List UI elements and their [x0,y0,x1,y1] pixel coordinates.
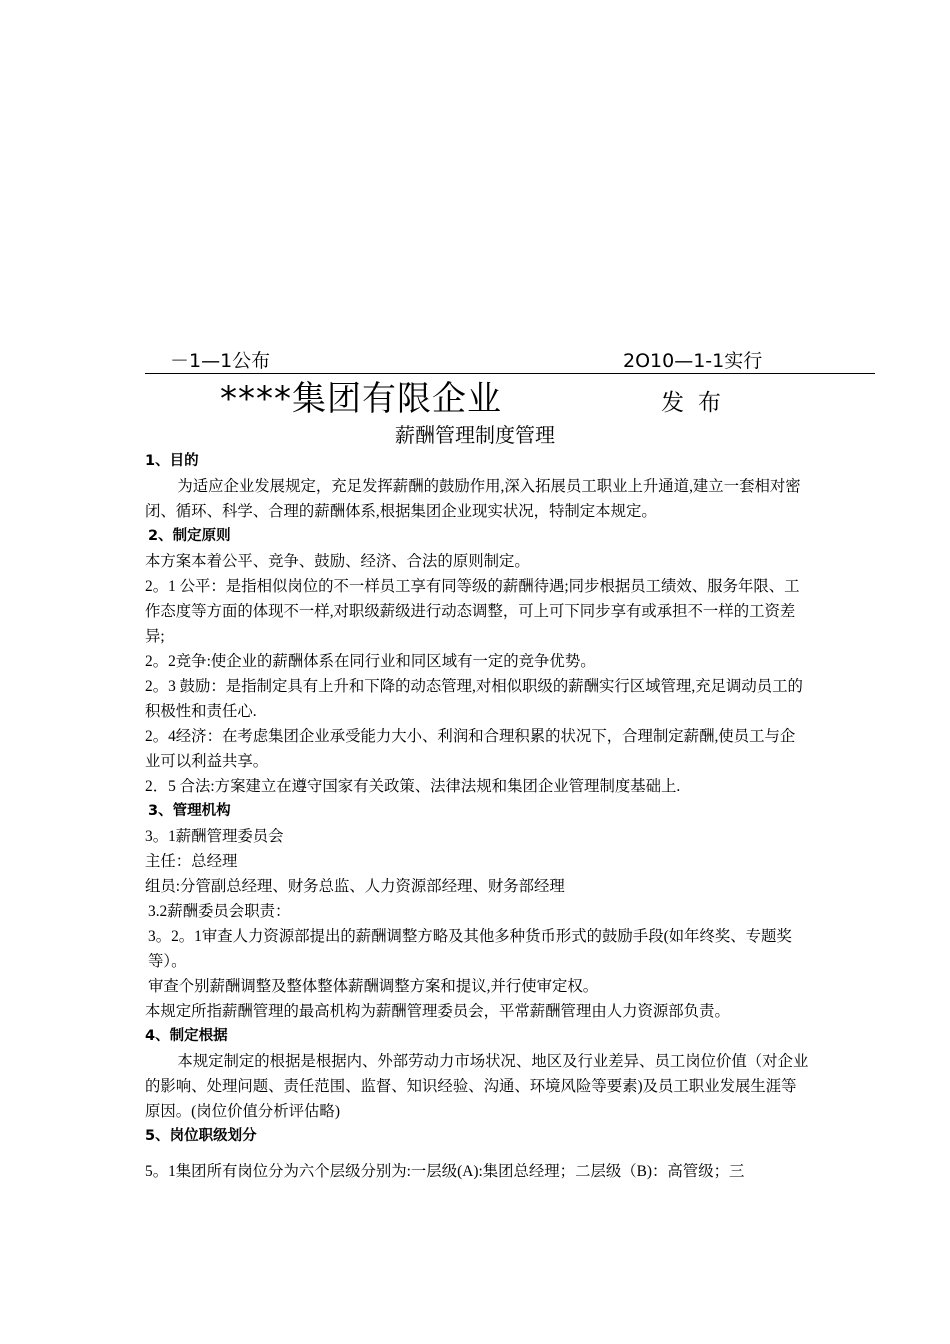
effective-date: 2O10—1-1实行 [623,350,763,372]
paragraph: 组员:分管副总经理、财务总监、人力资源部经理、财务部经理 [145,878,565,895]
paragraph: 2．5 合法:方案建立在遵守国家有关政策、法律法规和集团企业管理制度基础上. [145,778,681,795]
paragraph: 5。1集团所有岗位分为六个层级分别为:一层级(A):集团总经理；二层级（B)：高管级；三 [145,1163,745,1180]
paragraph: 为适应企业发展规定，充足发挥薪酬的鼓励作用,深入拓展员工职业上升通道,建立一套相对密闭、循环、科学、合理的薪酬体系,根据集团企业现实状况，特制定本规定。 [145,478,801,520]
publish-label: 发布 [661,390,735,416]
header-divider [145,373,875,374]
company-name: ****集团有限企业 [220,379,502,419]
paragraph: 审查个别薪酬调整及整体整体薪酬调整方案和提议,并行使审定权。 [148,978,599,995]
paragraph: 本规定制定的根据是根据内、外部劳动力市场状况、地区及行业差异、员工岗位价值（对企业的影响、处理问题、责任范围、监督、知识经验、沟通、环境风险等要素)及员工职业发展生涯等原因。(岗位价值分析评估略) [145,1053,809,1120]
section-heading-purpose: 1、目的 [145,453,199,469]
section-heading-management: 3、管理机构 [148,803,231,819]
paragraph: 3。2。1审查人力资源部提出的薪酬调整方略及其他多种货币形式的鼓励手段(如年终奖、专题奖等）。 [148,928,792,970]
document-title: 薪酬管理制度管理 [395,423,555,447]
section-heading-grades: 5、岗位职级划分 [145,1128,257,1144]
section-heading-principles: 2、制定原则 [148,528,231,544]
publish-header [145,350,875,372]
paragraph: 本方案本着公平、竞争、鼓励、经济、合法的原则制定。 [145,553,530,570]
section-heading-basis: 4、制定根据 [145,1028,228,1044]
company-row [145,378,875,422]
paragraph: 主任：总经理 [145,853,238,870]
paragraph: 2。2竞争:使企业的薪酬体系在同行业和同区域有一定的竞争优势。 [145,653,596,670]
paragraph: 3.2薪酬委员会职责： [148,903,291,920]
spacer [145,1149,810,1159]
paragraph: 2。1 公平：是指相似岗位的不一样员工享有同等级的薪酬待遇;同步根据员工绩效、服务年限、工作态度等方面的体现不一样,对职级薪级进行动态调整，可上可下同步享有或承担不一样的工资差异; [145,578,800,645]
document-body [145,449,810,1184]
paragraph: 3。1薪酬管理委员会 [145,828,284,845]
publish-date: －1—1公布 [170,350,271,372]
paragraph: 2。4经济：在考虑集团企业承受能力大小、利润和合理积累的状况下，合理制定薪酬,使员工与企业可以利益共享。 [145,728,796,770]
paragraph: 2。3 鼓励：是指制定具有上升和下降的动态管理,对相似职级的薪酬实行区域管理,充足调动员工的积极性和责任心. [145,678,803,720]
paragraph: 本规定所指薪酬管理的最高机构为薪酬管理委员会，平常薪酬管理由人力资源部负责。 [145,1003,730,1020]
